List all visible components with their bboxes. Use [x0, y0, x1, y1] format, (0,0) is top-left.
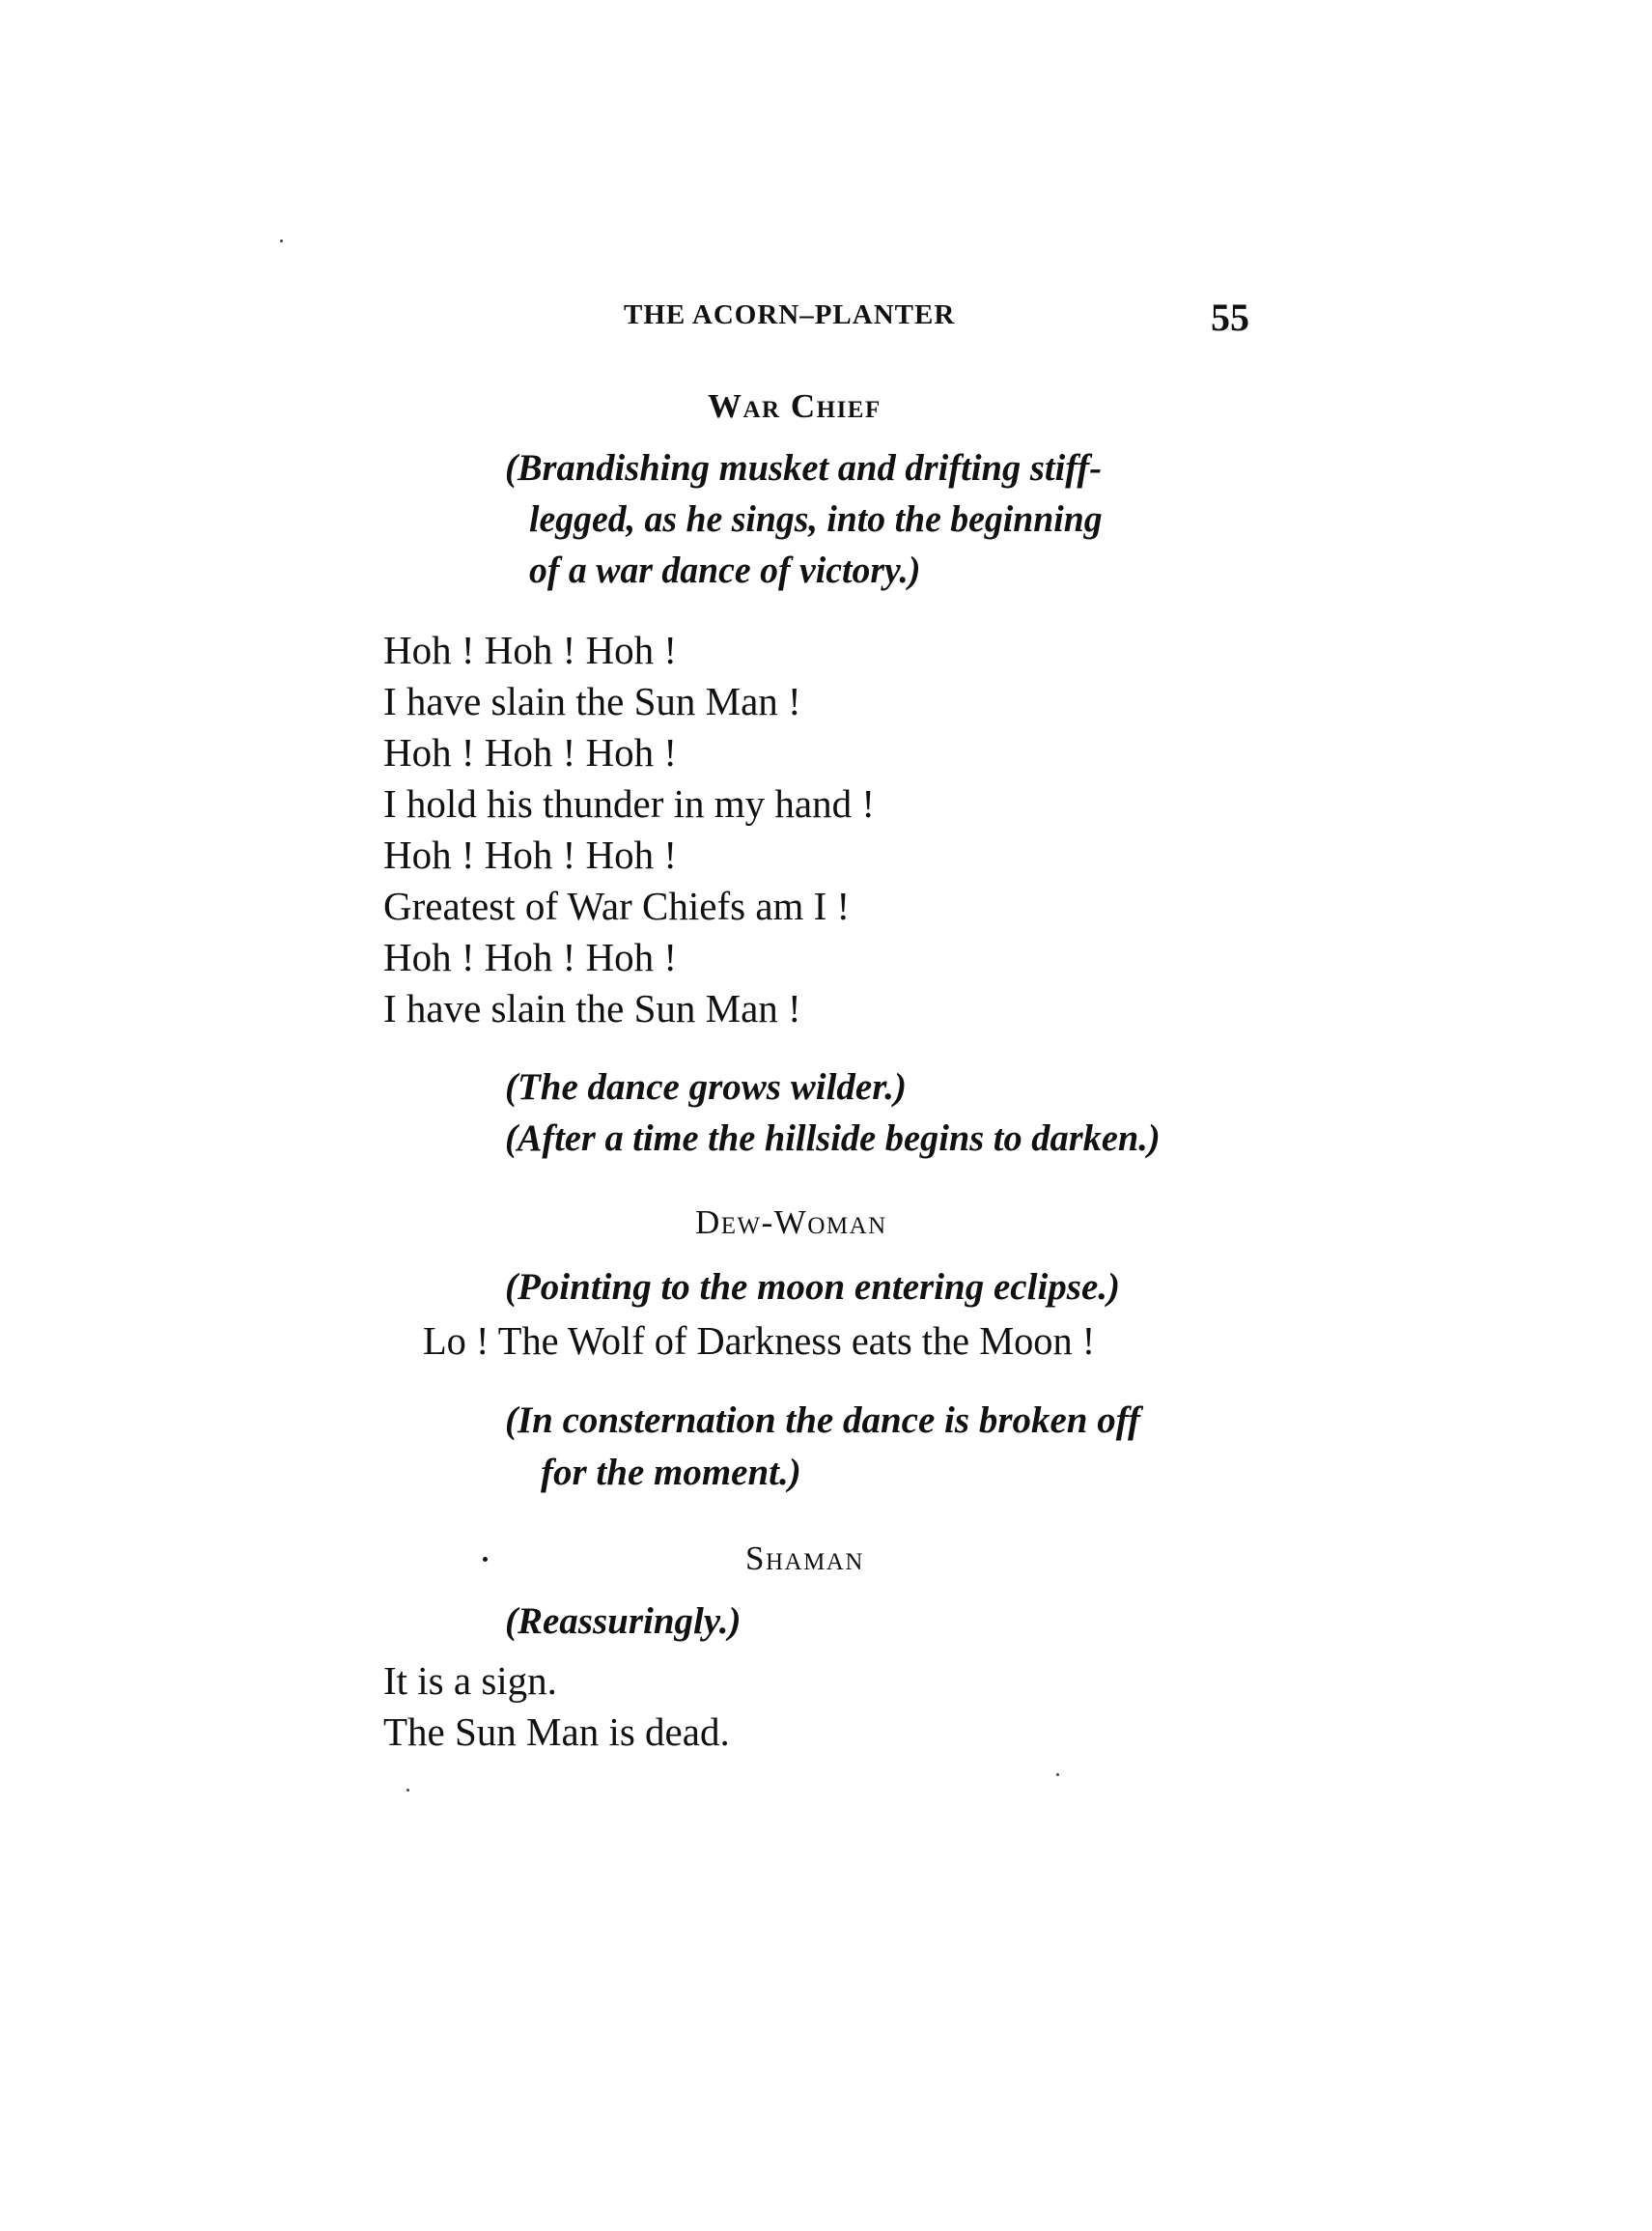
verse-line: Hoh ! Hoh ! Hoh !: [383, 833, 678, 877]
speaker-dew-woman: Dew-Woman: [695, 1203, 887, 1241]
verse-line: Greatest of War Chiefs am I !: [383, 884, 851, 928]
scan-speck: [406, 1789, 409, 1792]
speaker-war-chief: War Chief: [708, 387, 882, 425]
stage-direction-line: (In consternation the dance is broken off: [505, 1399, 1141, 1441]
verse-line: Hoh ! Hoh ! Hoh !: [383, 935, 678, 979]
stage-direction-line: (Brandishing musket and drifting stiff-: [505, 447, 1103, 489]
scan-speck: [280, 240, 283, 242]
verse-line: It is a sign.: [383, 1658, 557, 1703]
running-title: THE ACORN–PLANTER: [624, 299, 956, 330]
stage-direction: (The dance grows wilder.): [505, 1066, 907, 1108]
stage-direction: (After a time the hillside begins to darken.): [505, 1117, 1161, 1159]
stage-direction-line: legged, as he sings, into the beginning: [529, 498, 1103, 540]
stage-direction-line: for the moment.): [541, 1452, 801, 1493]
verse-line: Lo ! The Wolf of Darkness eats the Moon !: [423, 1318, 1096, 1363]
verse-line: I have slain the Sun Man !: [383, 986, 801, 1031]
speaker-shaman: Shaman: [745, 1539, 864, 1577]
page-number: 55: [1211, 296, 1249, 339]
stage-direction: (Reassuringly.): [505, 1600, 742, 1642]
stage-direction-line: of a war dance of victory.): [529, 550, 921, 591]
stage-direction: (Pointing to the moon entering eclipse.): [505, 1266, 1121, 1308]
verse-line: I have slain the Sun Man !: [383, 679, 801, 723]
stray-dot: [483, 1557, 488, 1562]
verse-line: I hold his thunder in my hand !: [383, 781, 876, 826]
verse-line: The Sun Man is dead.: [383, 1709, 730, 1754]
verse-line: Hoh ! Hoh ! Hoh !: [383, 730, 678, 775]
verse-line: Hoh ! Hoh ! Hoh !: [383, 628, 678, 672]
scan-speck: [1056, 1773, 1059, 1776]
